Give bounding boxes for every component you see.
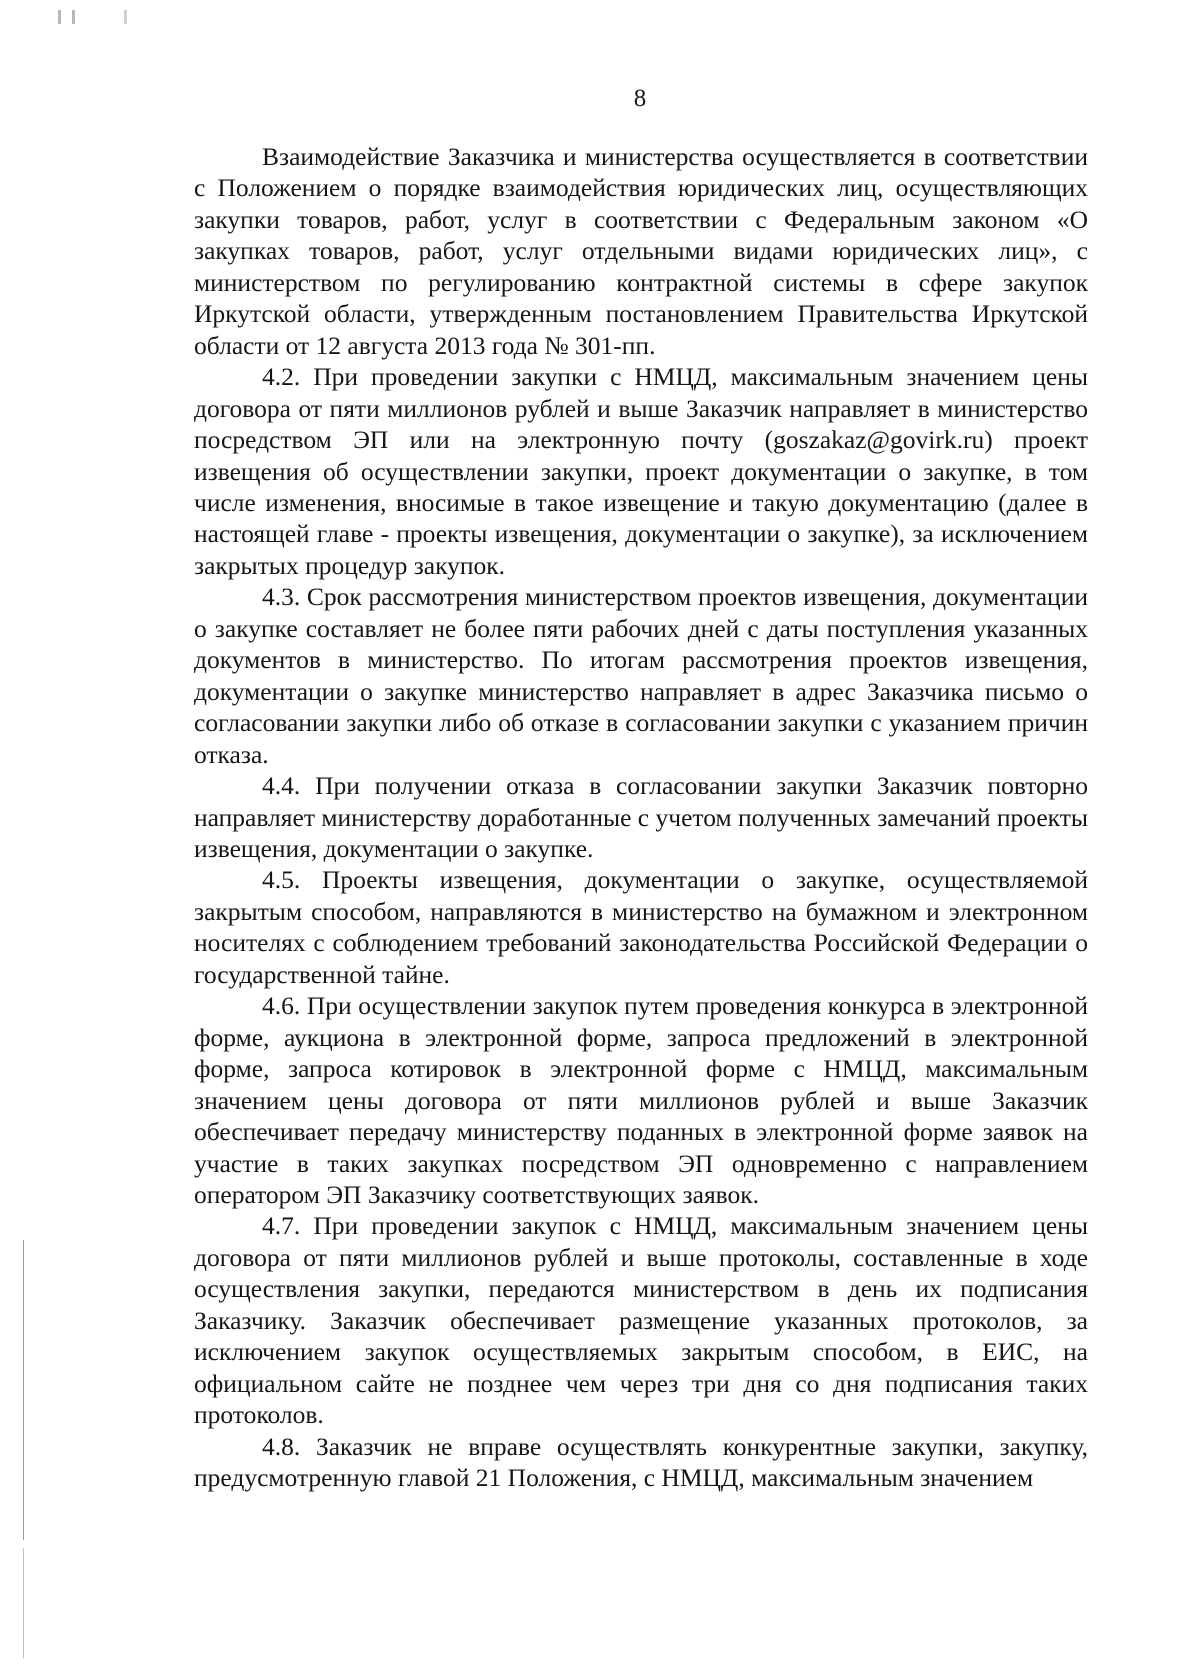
page-number: 8 xyxy=(633,85,647,112)
clause-text: При получении отказа в согласовании закупки Заказчик повторно направляет министерству доработанные с учетом полученных замечаний проекты извещения, документации о закупке. xyxy=(194,771,1088,863)
scan-artifact-mark xyxy=(72,10,75,24)
clause-text: Проекты извещения, документации о закупке, осуществляемой закрытым способом, направляются в министерство на бумажном и электронном носителях с соблюдением требований законодательства Российской Федерации о государственной тайне. xyxy=(194,865,1089,989)
clause-text: Срок рассмотрения министерством проектов извещения, документации о закупке составляет не более пяти рабочих дней с даты поступления указанных документов в министерство. По итогам рассмотрения проектов извещения, документации о закупке министерство направляет в адрес Заказчика письмо о согласовании закупки либо об отказе в согласовании закупки с указанием причин отказа. xyxy=(194,582,1088,769)
clause-text: Заказчик не вправе осуществлять конкурентные закупки, закупку, предусмотренную главой 21 Положения, с НМЦД, максимальным значением xyxy=(194,1431,1088,1493)
scan-artifact-line xyxy=(23,1240,24,1540)
clause-4-4 xyxy=(194,770,1088,864)
clause-number: 4.2. xyxy=(262,362,301,392)
clause-number: 4.3. xyxy=(262,582,301,612)
scan-artifact-mark xyxy=(58,10,61,24)
clause-4-8 xyxy=(194,1431,1088,1494)
clause-number: 4.5. xyxy=(262,865,301,895)
clause-text: При проведении закупки с НМЦД, максимальным значением цены договора от пяти миллионов рублей и выше Заказчик направляет в министерство посредством ЭП или на электронную почту (goszakaz@govirk.ru) проект извещения об осуществлении закупки, проект документации о закупке, в том числе изменения, вносимые в такое извещение и такую документацию (далее в настоящей главе - проекты извещения, документации о закупке), за исключением закрытых процедур закупок. xyxy=(194,362,1089,580)
scan-artifact-mark xyxy=(124,10,127,24)
document-body xyxy=(194,141,1088,1493)
clause-number: 4.7. xyxy=(262,1211,301,1241)
clause-number: 4.4. xyxy=(262,771,301,801)
clause-4-5 xyxy=(194,864,1088,990)
clause-number: 4.6. xyxy=(262,991,301,1021)
scan-artifact-line xyxy=(23,1548,24,1658)
paragraph-text: Взаимодействие Заказчика и министерства осуществляется в соответствии с Положением о порядке взаимодействия юридических лиц, осуществляющих закупки товаров, работ, услуг в соответствии с Федеральным законом «О закупках товаров, работ, услуг отдельными видами юридических лиц», с министерством по регулированию контрактной системы в сфере закупок Иркутской области, утвержденным постановлением Правительства Иркутской области от 12 августа 2013 года № 301-пп. xyxy=(194,142,1088,360)
clause-4-2 xyxy=(194,361,1088,581)
clause-text: При проведении закупок с НМЦД, максимальным значением цены договора от пяти миллионов рублей и выше протоколы, составленные в ходе осуществления закупки, передаются министерством в день их подписания Заказчику. Заказчик обеспечивает размещение указанных протоколов, за исключением закупок осуществляемых закрытым способом, в ЕИС, на официальном сайте не позднее чем через три дня со дня подписания таких протоколов. xyxy=(194,1211,1088,1430)
clause-number: 4.8. xyxy=(262,1431,301,1461)
clause-text: При осуществлении закупок путем проведения конкурса в электронной форме, аукциона в электронной форме, запроса предложений в электронной форме, запроса котировок в электронной форме с НМЦД, максимальным значением цены договора от пяти миллионов рублей и выше Заказчик обеспечивает передачу министерству поданных в электронной форме заявок на участие в таких закупках посредством ЭП одновременно с направлением оператором ЭП Заказчику соответствующих заявок. xyxy=(194,991,1088,1209)
intro-paragraph xyxy=(194,141,1088,361)
clause-4-3 xyxy=(194,581,1088,770)
clause-4-7 xyxy=(194,1210,1088,1430)
clause-4-6 xyxy=(194,990,1088,1210)
